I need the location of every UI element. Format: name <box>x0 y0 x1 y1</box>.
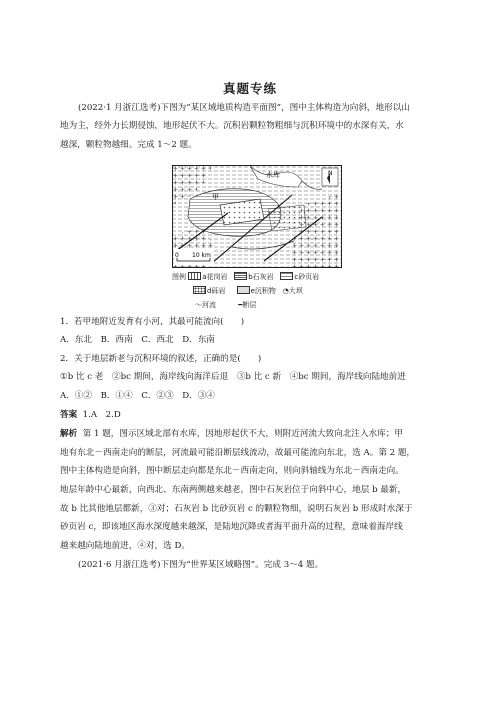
legend-row-1 <box>172 272 319 282</box>
granite-swatch-icon <box>188 272 201 280</box>
legend-b: b石灰岩 <box>248 273 274 281</box>
legend-row-3 <box>195 300 256 310</box>
analysis-line-1 <box>60 427 403 439</box>
scale-km: 10 km <box>192 252 211 259</box>
q2-items: ①b 比 c 老 ②bc 期间，海岸线向海洋后退 ③b 比 c 新 ④bc 期间，海岸线向陆地前进 <box>60 372 406 382</box>
limestone-swatch-icon <box>234 272 247 280</box>
legend-row-2 <box>193 286 303 296</box>
legend-river: 河流 <box>202 301 216 309</box>
legend-lead: 图例 <box>172 273 186 281</box>
analysis-label: 解析 <box>60 429 78 439</box>
north-label: N <box>328 170 333 177</box>
answer-label: 答案 <box>60 410 78 420</box>
analysis-line-3: 图中主体构造是向斜，图中断层走向都是东北－西南走向，则向斜轴线为东北－西南走向。 <box>60 466 404 476</box>
analysis-line-4: 地层年龄中心最新，向西北、东南两侧越来越老，图中石灰岩位于向斜中心，地层 b 最新， <box>60 485 407 495</box>
conglomerate-swatch-icon <box>193 286 206 294</box>
legend-c: c砂页岩 <box>294 273 320 281</box>
legend-a: a花岗岩 <box>202 273 228 281</box>
legend-e: e沉积物 <box>250 287 276 295</box>
river-icon: 〜 <box>195 301 202 309</box>
intro-line-1: (2022·1 月浙江选考)下图为“某区域地质构造平面图”，图中主体构造为向斜，地形以山 <box>78 103 410 113</box>
analysis-text-1: 第 1 题，图示区域北部有水库，因地形起伏不大，则附近河流大致向北注入水库；甲 <box>82 429 403 439</box>
legend-d: d砾岩 <box>207 287 226 295</box>
dam-icon: ◔ <box>282 287 289 295</box>
fault-icon: ━ <box>238 301 243 309</box>
analysis-line-2: 地有东北－西南走向的断层，河流最可能沿断层线流动，故最可能流向东北，选 A。第 2 题， <box>60 448 416 458</box>
intro-line-3: 越深，颗粒物越细。完成 1～2 题。 <box>60 140 197 150</box>
reservoir-label: 水库 <box>266 171 280 179</box>
analysis-line-5: 故 b 比其他地层都新，③对；石灰岩 b 比砂页岩 c 的颗粒物细，说明石灰岩 b 形成时水深于 <box>60 504 413 514</box>
analysis-line-7: 越来越向陆地前进，④对，选 D。 <box>60 541 190 551</box>
answer-text: 1.A 2.D <box>82 410 121 420</box>
intro2-line: (2021·6 月浙江选考)下图为“世界某区域略图”。完成 3～4 题。 <box>78 560 324 570</box>
sandshale-swatch-icon <box>280 272 293 280</box>
q2-stem: 2．关于地层新老与沉积环境的叙述，正确的是( ) <box>60 354 262 364</box>
legend-dam: 大坝 <box>288 287 303 295</box>
page-title: 真题专练 <box>222 81 277 96</box>
geologic-map <box>172 165 342 268</box>
scale-zero: 0 <box>175 252 179 259</box>
analysis-line-6: 砂页岩 c，即该地区海水深度越来越深，是陆地沉降或者海平面升高的过程，意味着海岸线 <box>60 522 403 532</box>
jia-label: 甲 <box>212 193 219 201</box>
answer-line <box>60 408 121 420</box>
sediment-swatch-icon <box>237 286 250 294</box>
q1-stem: 1．若甲地附近发育有小河，其最可能流向( ) <box>60 317 245 327</box>
q1-options: A．东北 B．西南 C．西北 D．东南 <box>60 335 215 345</box>
intro-line-2: 地为主，经外力长期侵蚀，地形起伏不大。沉积岩颗粒物粗细与沉积环境中的水深有关，水 <box>60 121 404 131</box>
q2-options: A．①② B．①④ C．②③ D．③④ <box>60 391 215 401</box>
legend-fault: 断层 <box>242 301 257 309</box>
